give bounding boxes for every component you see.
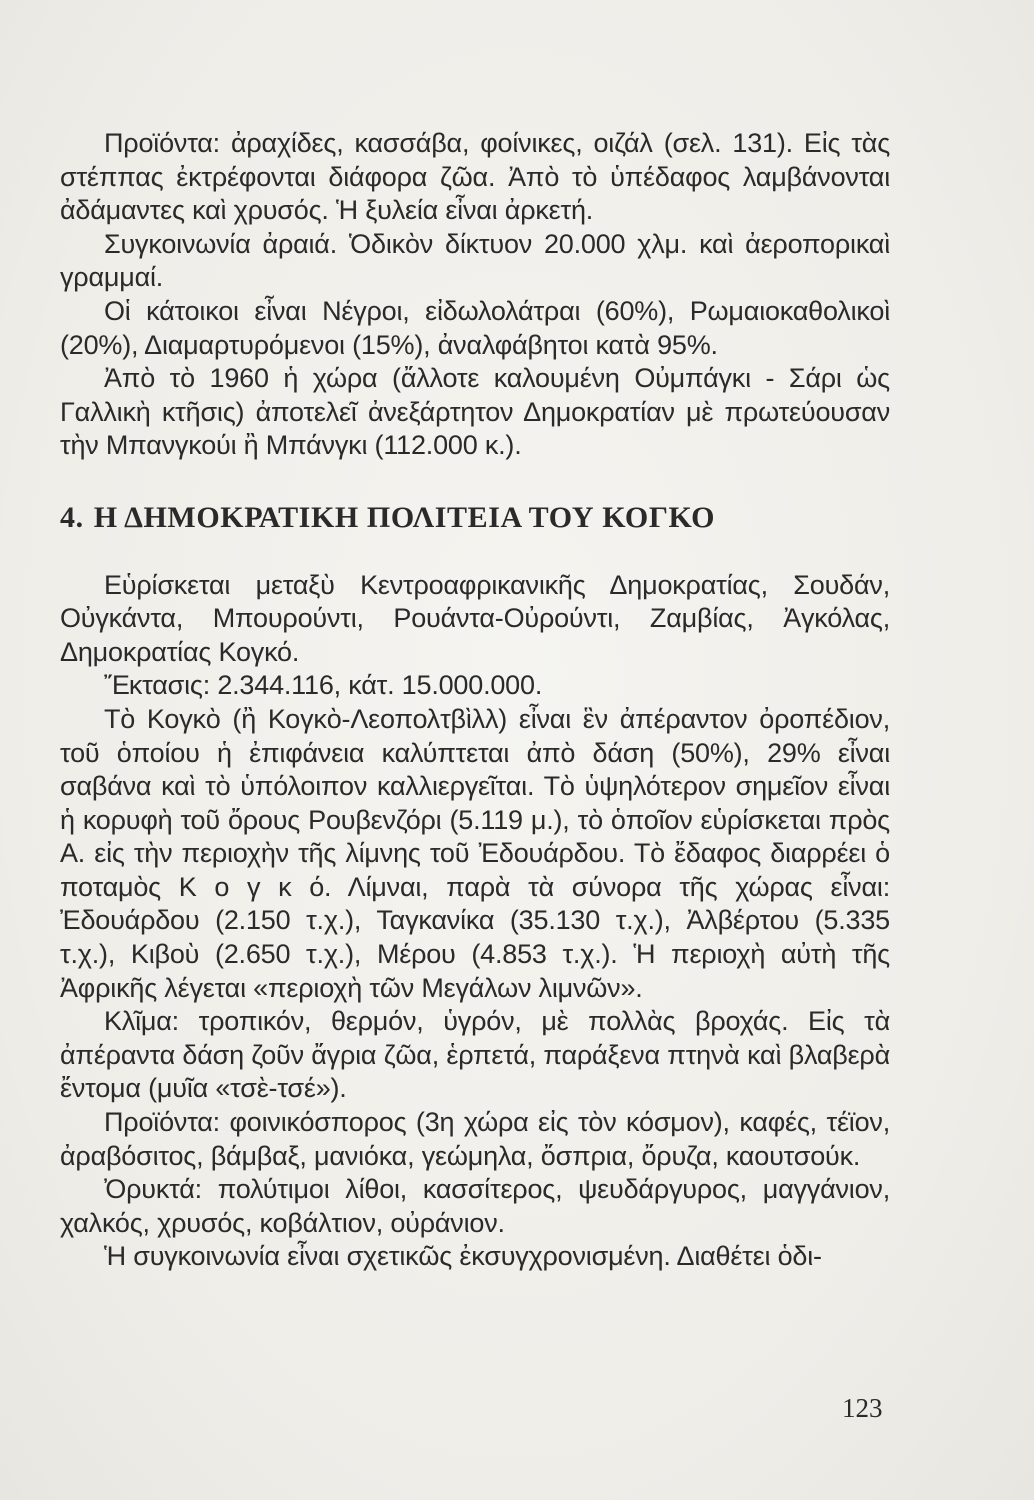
paragraph-congo-borders: Εὑρίσκεται μεταξὺ Κεντροαφρικανικῆς Δημοκρατίας, Σουδάν, Οὐγκάντα, Μπουρούντι, Ρουάντα-Οὐρούντι, Ζαμβίας, Ἀγκόλας, Δημοκρατίας Κογκό.: [60, 569, 890, 667]
paragraph-congo-minerals: Ὀρυκτά: πολύτιμοι λίθοι, κασσίτερος, ψευδάργυρος, μαγγάνιον, χαλκός, χρυσός, κοβάλτιον, οὐράνιον.: [60, 1174, 890, 1238]
paragraph-congo-geography: Τὸ Κογκὸ (ἢ Κογκὸ-Λεοπολτβὶλλ) εἶναι ἓν ἀπέραντον ὀροπέδιον, τοῦ ὁποίου ἡ ἐπιφάνεια καλύπτεται ἀπὸ δάση (50%), 29% εἶναι σαβάνα καὶ τὸ ὑπόλοιπον καλλιεργεῖται. Τὸ ὑψηλότερον σημεῖον εἶναι ἡ κορυφὴ τοῦ ὄρους Ρουβενζόρι (5.119 μ.), τὸ ὁποῖον εὑρίσκεται πρὸς Α. εἰς τὴν περιοχὴν τῆς λίμνης τοῦ Ἐδουάρδου. Τὸ ἔδαφος διαρρέει ὁ ποταμὸς Κ ο γ κ ό. Λίμναι, παρὰ τὰ σύνορα τῆς χώρας εἶναι: Ἐδουάρδου (2.150 τ.χ.), Ταγκανίκα (35.130 τ.χ.), Ἀλβέρτου (5.335 τ.χ.), Κιβοὺ (2.650 τ.χ.), Μέρου (4.853 τ.χ.). Ἡ περιοχὴ αὐτὴ τῆς Ἀφρικῆς λέγεται «περιοχὴ τῶν Μεγάλων λιμνῶν».: [60, 703, 890, 1003]
paragraph-congo-transport: Ἡ συγκοινωνία εἶναι σχετικῶς ἐκσυγχρονισμένη. Διαθέτει ὁδι-: [104, 1241, 822, 1272]
section-number: 4.: [60, 500, 84, 534]
paragraph-congo-products: Προϊόντα: φοινικόσπορος (3η χώρα εἰς τὸν κόσμον), καφές, τέϊον, ἀραβόσιτος, βάμβαξ, μανιόκα, γεώμηλα, ὄσπρια, ὄρυζα, καουτσούκ.: [60, 1107, 890, 1171]
paragraph-central-african-transport: Συγκοινωνία ἀραιά. Ὁδικὸν δίκτυον 20.000 χλμ. καὶ ἀεροπορικαὶ γραμμαί.: [60, 228, 890, 293]
paragraph-central-african-independence: Ἀπὸ τὸ 1960 ἡ χώρα (ἄλλοτε καλουμένη Οὐμπάγκι - Σάρι ὡς Γαλλικὴ κτῆσις) ἀποτελεῖ ἀνεξάρτητον Δημοκρατίαν μὲ πρωτεύουσαν τὴν Μπανγκούι ἢ Μπάνγκι (112.000 κ.).: [60, 363, 890, 461]
section-title: Η ΔΗΜΟΚΡΑΤΙΚΗ ΠΟΛΙΤΕΙΑ ΤΟΥ ΚΟΓΚΟ: [93, 500, 716, 534]
section-heading: [60, 501, 890, 535]
paragraph-congo-area: Ἔκτασις: 2.344.116, κάτ. 15.000.000.: [104, 670, 543, 701]
paragraph-congo-climate: Κλῖμα: τροπικόν, θερμόν, ὑγρόν, μὲ πολλὰς βροχάς. Εἰς τὰ ἀπέραντα δάση ζοῦν ἄγρια ζῶα, ἑρπετά, παράξενα πτηνὰ καὶ βλαβερὰ ἔντομα (μυῖα «τσὲ-τσέ»).: [60, 1006, 890, 1104]
page-text: [60, 127, 890, 1274]
paragraph-central-african-products: Προϊόντα: ἀραχίδες, κασσάβα, φοίνικες, οιζάλ (σελ. 131). Εἰς τὰς στέππας ἐκτρέφονται διάφορα ζῶα. Ἀπὸ τὸ ὑπέδαφος λαμβάνονται ἀδάμαντες καὶ χρυσός. Ἡ ξυλεία εἶναι ἀρκετή.: [60, 128, 890, 226]
page-number: 123: [842, 1393, 883, 1423]
paragraph-central-african-population: Οἱ κάτοικοι εἶναι Νέγροι, εἰδωλολάτραι (60%), Ρωμαιοκαθολικοὶ (20%), Διαμαρτυρόμενοι (15%), ἀναλφάβητοι κατὰ 95%.: [60, 295, 890, 360]
